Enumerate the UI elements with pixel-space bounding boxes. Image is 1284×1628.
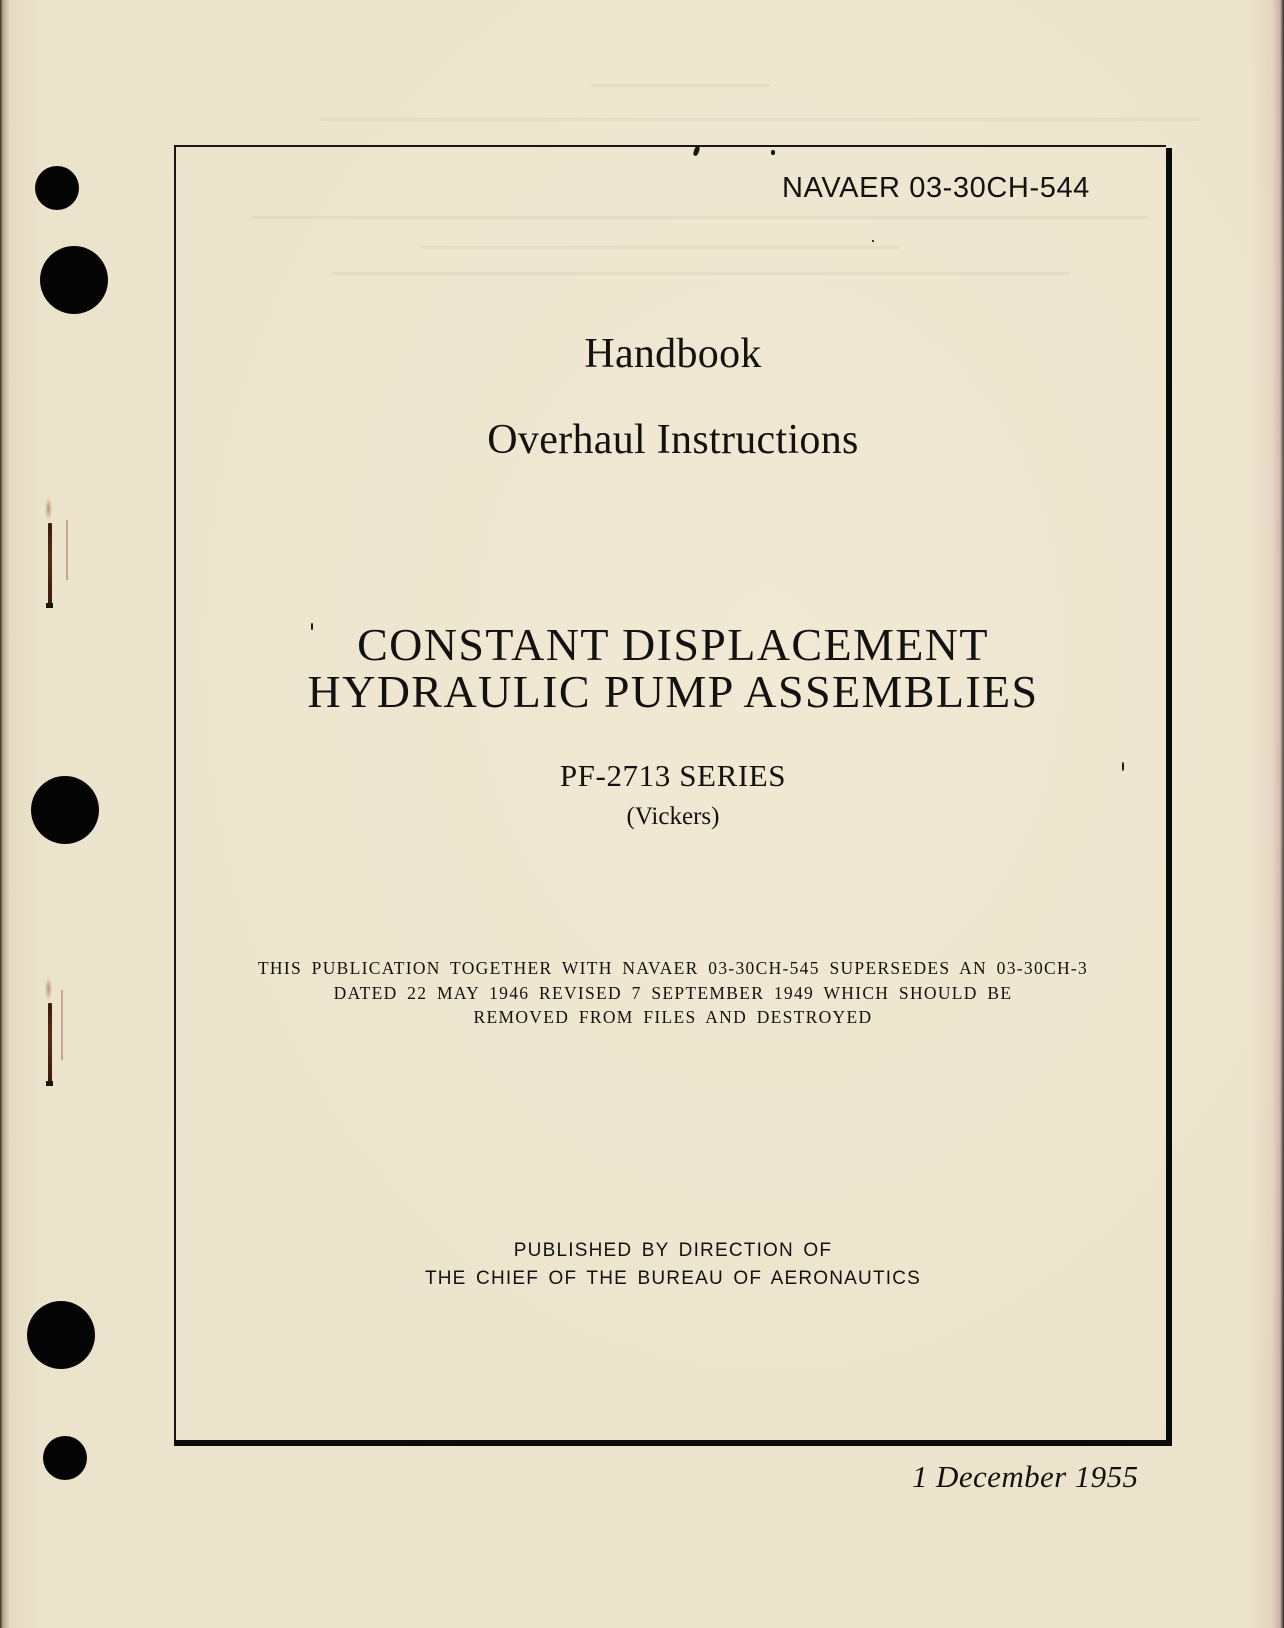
rust-stain	[61, 990, 63, 1060]
bleed-through-mark	[320, 118, 1200, 121]
document-subtitle: Overhaul Instructions	[487, 417, 859, 463]
punch-hole	[40, 246, 108, 314]
bleed-through-mark	[250, 216, 1150, 219]
document-number: NAVAER 03-30CH-544	[782, 172, 1090, 204]
staple-mark	[48, 523, 52, 605]
supersedes-line-1: THIS PUBLICATION TOGETHER WITH NAVAER 03-30CH-545 SUPERSEDES AN 03-30CH-3	[257, 958, 1089, 978]
title-line-1: CONSTANT DISPLACEMENT	[357, 619, 989, 670]
series-label: PF-2713 SERIES	[559, 758, 787, 793]
ink-speck	[692, 145, 700, 156]
publisher-line-2: THE CHIEF OF THE BUREAU OF AERONAUTICS	[424, 1268, 922, 1289]
title-line-2: HYDRAULIC PUMP ASSEMBLIES	[307, 666, 1039, 717]
punch-hole	[35, 166, 79, 210]
punch-hole	[27, 1301, 95, 1369]
frame-border-bottom	[174, 1440, 1172, 1446]
publisher-line-1: PUBLISHED BY DIRECTION OF	[513, 1240, 833, 1261]
bleed-through-mark	[330, 272, 1070, 275]
bleed-through-mark	[420, 246, 900, 249]
ink-speck	[771, 150, 775, 155]
manufacturer-label: (Vickers)	[626, 803, 720, 830]
document-type: Handbook	[584, 331, 762, 377]
punch-hole	[31, 776, 99, 844]
supersedes-line-3: REMOVED FROM FILES AND DESTROYED	[473, 1007, 873, 1027]
frame-border-top	[176, 145, 1166, 147]
ink-speck	[872, 240, 874, 242]
rust-stain	[66, 520, 68, 580]
staple-mark	[48, 1003, 52, 1083]
supersedes-line-2: DATED 22 MAY 1946 REVISED 7 SEPTEMBER 1949 WHICH SHOULD BE	[333, 983, 1013, 1003]
punch-hole	[43, 1436, 87, 1480]
bleed-through-mark	[590, 84, 770, 87]
publication-date: 1 December 1955	[912, 1459, 1139, 1494]
